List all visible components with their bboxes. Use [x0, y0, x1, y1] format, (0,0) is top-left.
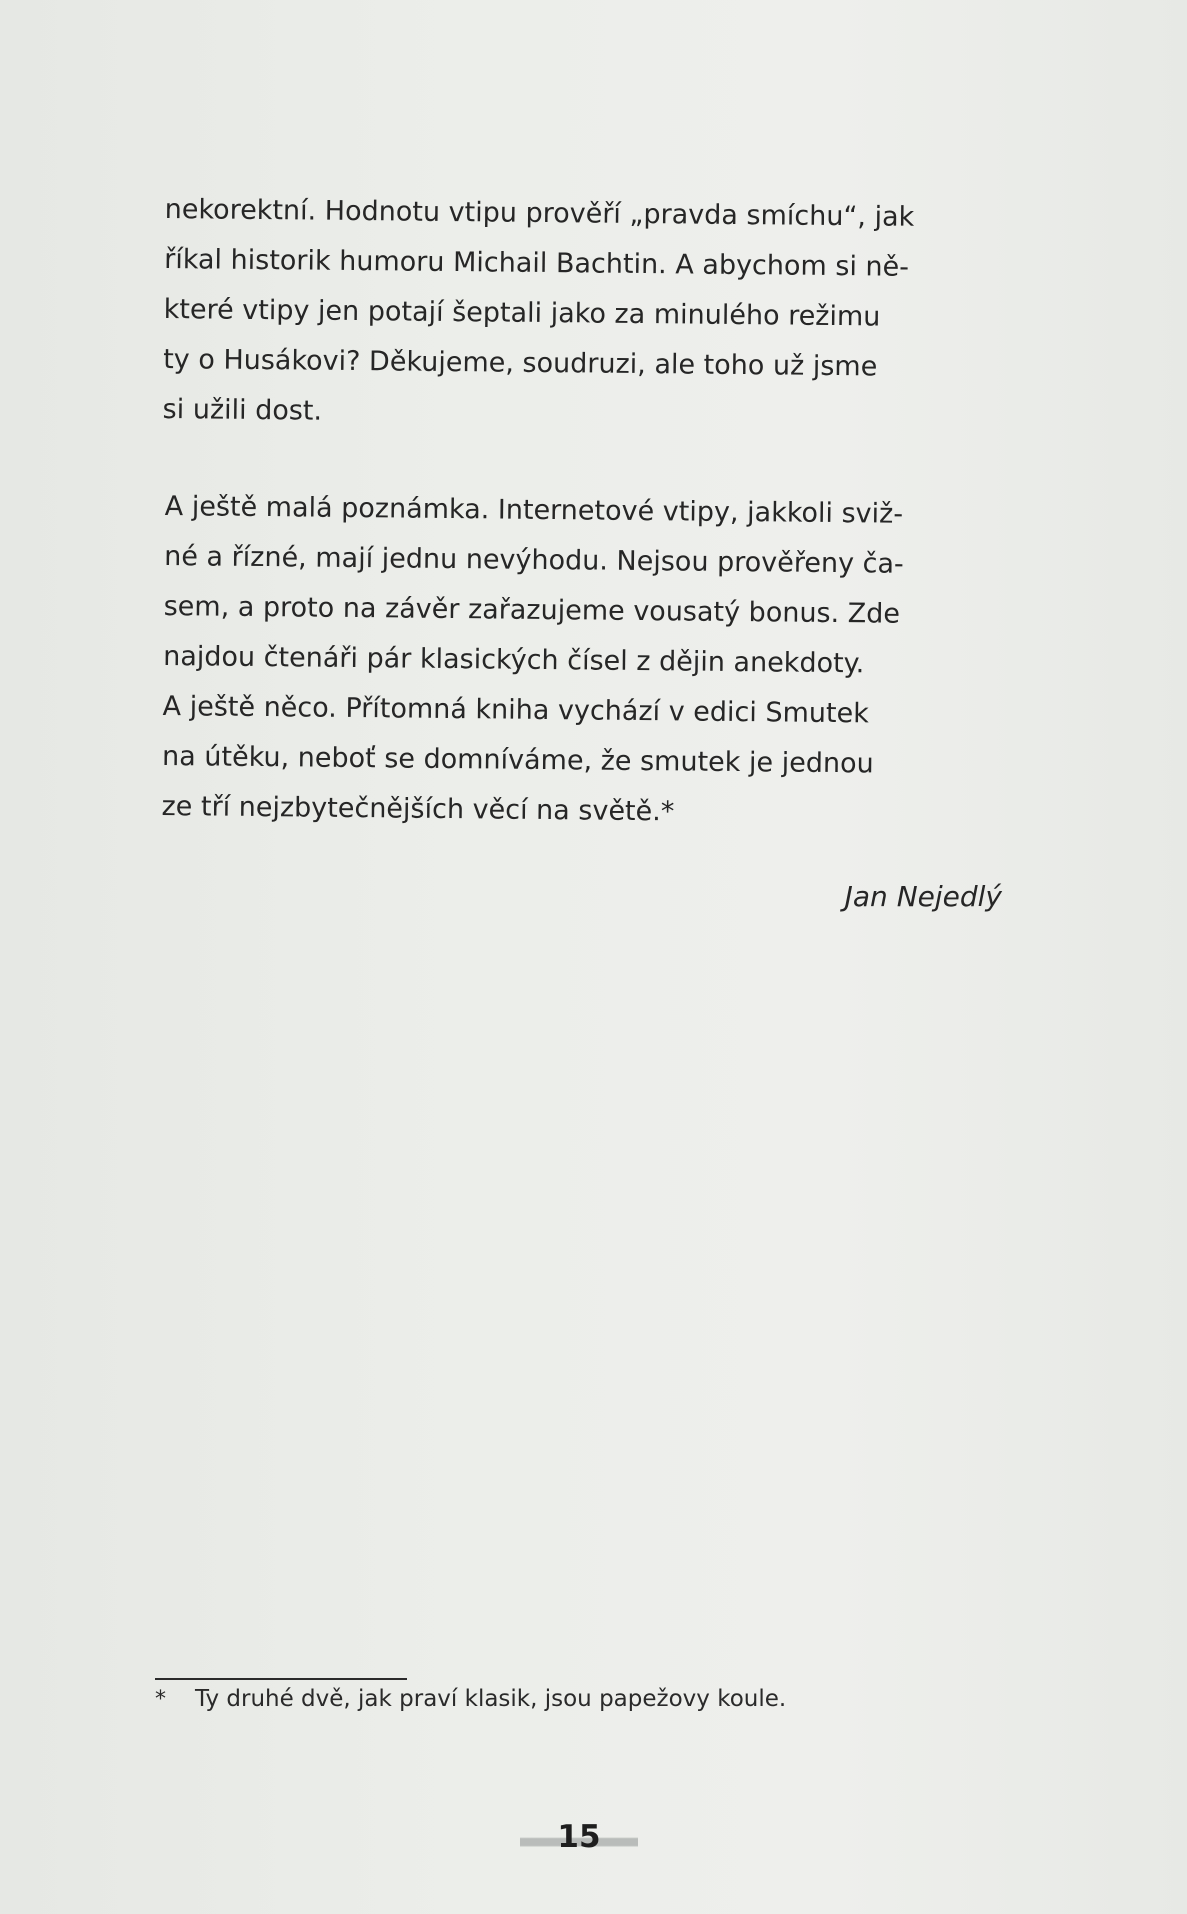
- paragraph-line: najdou čtenáři pár klasických čísel z dějin anekdoty.: [163, 640, 865, 680]
- paragraph-line: které vtipy jen potají šeptali jako za minulého režimu: [163, 293, 881, 333]
- footnote-divider: [155, 1678, 407, 1680]
- paragraph-line: A ještě něco. Přítomná kniha vychází v edici Smutek: [162, 690, 869, 730]
- author-signature: Jan Nejedlý: [844, 880, 1002, 913]
- footnote-marker: *: [155, 1687, 166, 1712]
- paragraph-2: [161, 482, 1005, 841]
- paragraph-line: nekorektní. Hodnotu vtipu prověří „pravda smíchu“, jak: [164, 193, 915, 233]
- paragraph-1: [162, 185, 1005, 444]
- paragraph-line: říkal historik humoru Michail Bachtin. A abychom si ně-: [164, 243, 910, 283]
- footnote: [155, 1686, 786, 1712]
- paragraph-line: na útěku, neboť se domníváme, že smutek je jednou: [161, 740, 874, 780]
- paragraph-line: si užili dost.: [162, 393, 323, 427]
- page-number: 15: [557, 1819, 601, 1855]
- footnote-text: Ty druhé dvě, jak praví klasik, jsou papežovy koule.: [195, 1686, 787, 1712]
- paragraph-line: A ještě malá poznámka. Internetové vtipy, jakkoli sviž-: [164, 490, 904, 530]
- paragraph-line: ze tří nejzbytečnějších věcí na světě.*: [161, 790, 675, 828]
- page-number-box: [520, 1820, 638, 1854]
- paragraph-line: ty o Husákovi? Děkujeme, soudruzi, ale toho už jsme: [163, 343, 878, 383]
- paragraph-line: né a řízné, mají jednu nevýhodu. Nejsou prověřeny ča-: [164, 540, 904, 580]
- paragraph-line: sem, a proto na závěr zařazujeme vousatý bonus. Zde: [163, 590, 901, 630]
